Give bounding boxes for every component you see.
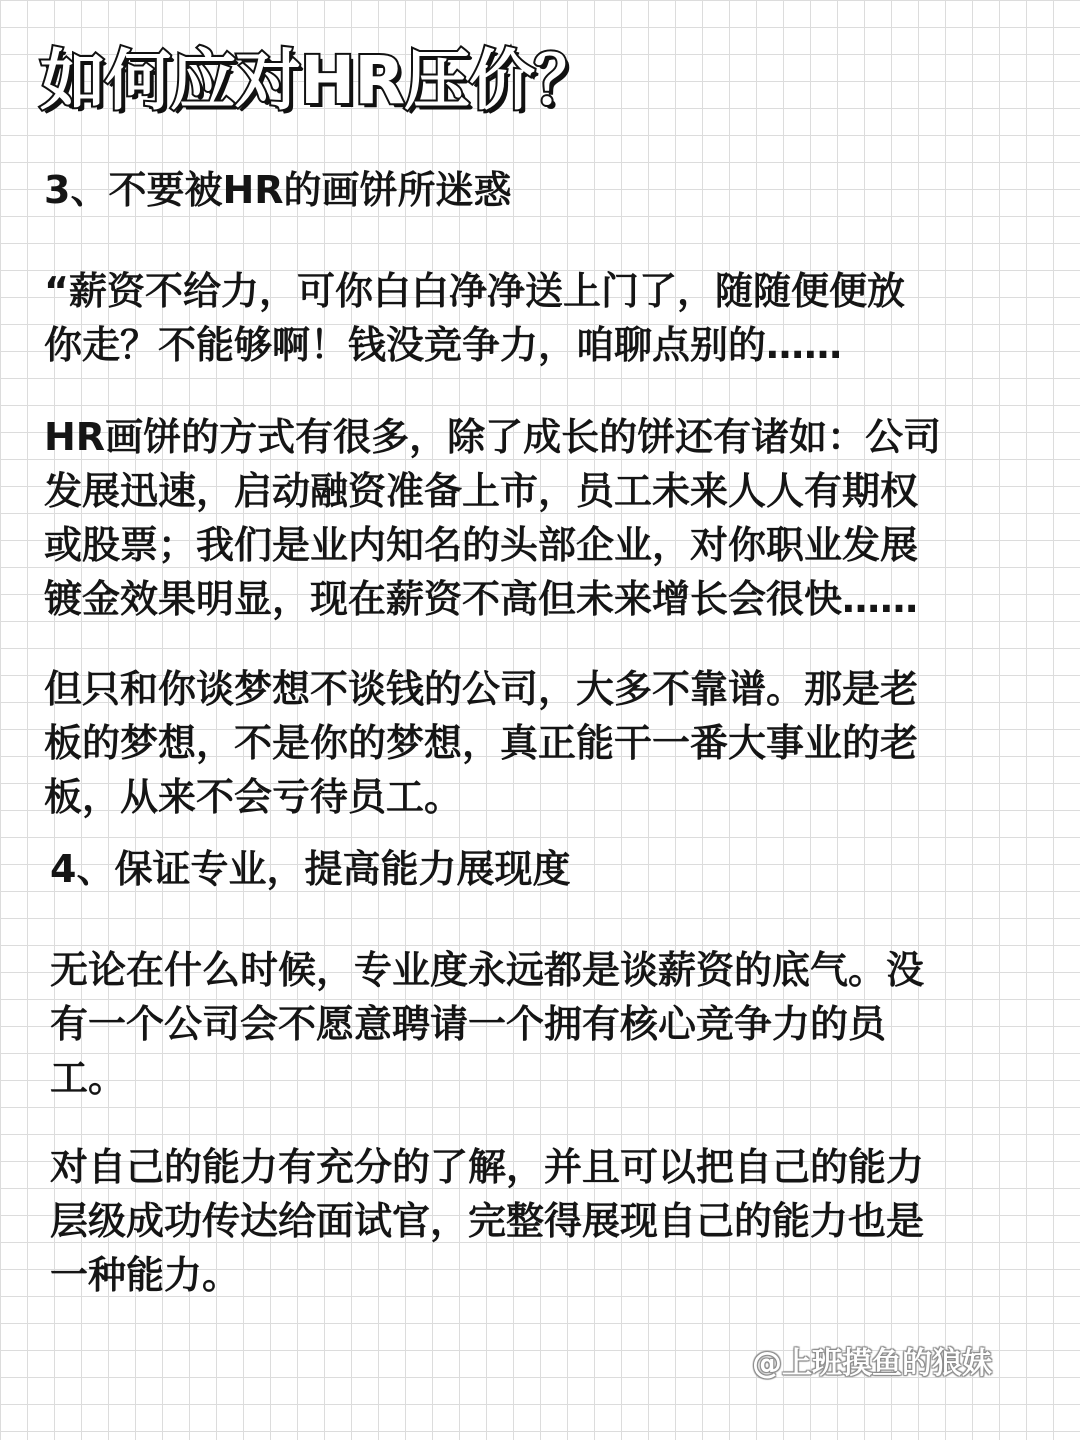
section-3-heading: 3、不要被HR的画饼所迷惑 bbox=[44, 168, 512, 212]
section-4-heading: 4、保证专业，提高能力展现度 bbox=[50, 847, 571, 891]
page-title: 如何应对HR压价？ bbox=[40, 42, 600, 119]
section-3-paragraph-1: “薪资不给力，可你白白净净送上门了，随随便便放 你走？不能够啊！钱没竞争力，咱聊点别的…… bbox=[44, 269, 905, 367]
section-3-paragraph-3: 但只和你谈梦想不谈钱的公司，大多不靠谱。那是老 板的梦想，不是你的梦想，真正能干一番大事业的老 板，从来不会亏待员工。 bbox=[44, 667, 919, 819]
section-4-paragraph-2: 对自己的能力有充分的了解，并且可以把自己的能力 层级成功传达给面试官，完整得展现自己的能力也是 一种能力。 bbox=[50, 1145, 925, 1297]
section-3-paragraph-2: HR画饼的方式有很多，除了成长的饼还有诸如：公司 发展迅速，启动融资准备上市，员工未来人人有期权 或股票；我们是业内知名的头部企业，对你职业发展 镀金效果明显，现在薪资不高但未来增长会很快…… bbox=[44, 415, 942, 621]
section-4-paragraph-1: 无论在什么时候，专业度永远都是谈薪资的底气。没 有一个公司会不愿意聘请一个拥有核心竞争力的员 工。 bbox=[50, 948, 925, 1100]
author-watermark: @上班摸鱼的狼妹 bbox=[752, 1346, 992, 1381]
